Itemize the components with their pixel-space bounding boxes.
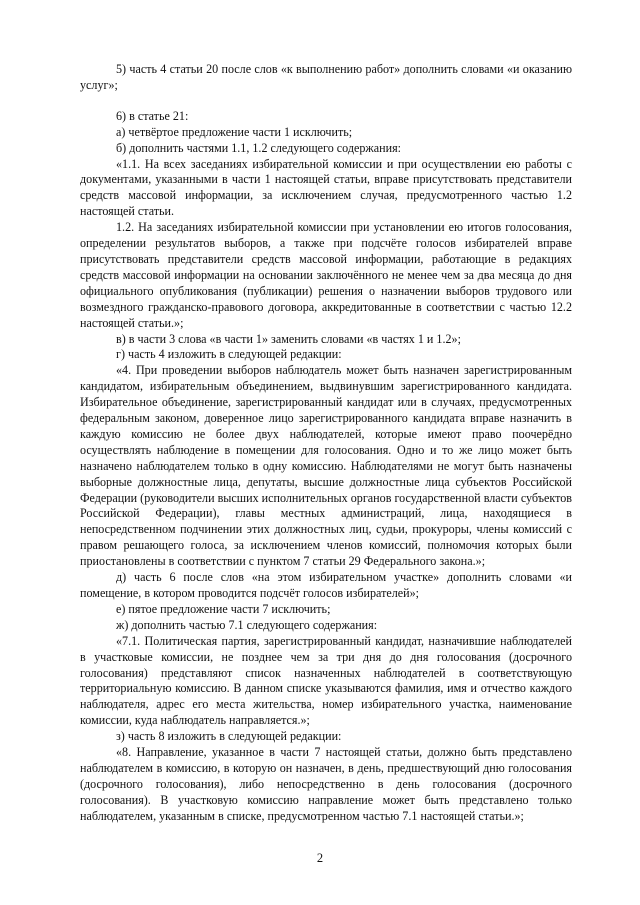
paragraph-item-6: 6) в статье 21:: [116, 108, 189, 123]
paragraph-part-1-2: 1.2. На заседаниях избирательной комиссии при установлении ею итогов голосования, определении результатов выборов, а также при подсчёте голосов избирателей вправе присутствовать представители средств массовой информации, работающие в редакциях средств массовой информации на основании заключённого не менее чем за два месяца до дня официального опубликования (публикации) решения о назначении выборов трудового или возмездного гражданско-правового договора, аккредитованные в соответствии с частью 12.2 настоящей статьи.»;: [80, 220, 572, 330]
paragraph-part-7-1: «7.1. Политическая партия, зарегистрированный кандидат, назначившие наблюдателей в участковые комиссии, не позднее чем за три дня до дня голосования (досрочного голосования) представляют список назначенных наблюдателей в соответствующую территориальную комиссию. В данном списке указываются фамилия, имя и отчество каждого наблюдателя, адрес его места жительства, номер избирательного участка, наименование комиссии, куда наблюдатель направляется.»;: [80, 633, 572, 728]
paragraph-subitem-v: в) в части 3 слова «в части 1» заменить словами «в частях 1 и 1.2»;: [116, 331, 461, 346]
paragraph-subitem-d: д) часть 6 после слов «на этом избирательном участке» дополнить словами «и помещение, в котором проводится подсчёт голосов избирателей»;: [80, 570, 572, 600]
paragraph-subitem-g: г) часть 4 изложить в следующей редакции:: [116, 347, 342, 362]
paragraph-subitem-z: з) часть 8 изложить в следующей редакции:: [116, 729, 342, 744]
paragraph-subitem-a: а) четвёртое предложение части 1 исключить;: [116, 124, 353, 139]
paragraph-part-1-1: «1.1. На всех заседаниях избирательной комиссии и при осуществлении ею работы с документами, указанными в части 1 настоящей статьи, вправе присутствовать представители средств массовой информации, за исключением случая, предусмотренного частью 1.2 настоящей статьи.: [80, 156, 572, 219]
paragraph-subitem-zh: ж) дополнить частью 7.1 следующего содержания:: [116, 617, 378, 632]
paragraph-part-4: «4. При проведении выборов наблюдатель может быть назначен зарегистрированным кандидатом, избирательным объединением, выдвинувшим зарегистрированного кандидата. Избирательное объединение, зарегистрированный кандидат или в случаях, предусмотренных федеральным законом, доверенное лицо зарегистрированного кандидата вправе назначить в каждую комиссию не более двух наблюдателей, которые имеют право поочерёдно осуществлять наблюдение в помещении для голосования. Одно и то же лицо может быть назначено наблюдателем только в одну комиссию. Наблюдателями не могут быть назначены выборные должностные лица, депутаты, высшие должностные лица субъектов Российской Федерации (руководители высших исполнительных органов государственной власти субъектов Российской Федерации), главы местных администраций, лица, находящиеся в непосредственном подчинении этих должностных лиц, судьи, прокуроры, члены комиссий с правом решающего голоса, за исключением членов комиссий, полномочия которых были приостановлены в соответствии с пунктом 7 статьи 29 Федерального закона.»;: [80, 363, 572, 569]
paragraph-subitem-b: б) дополнить частями 1.1, 1.2 следующего содержания:: [116, 140, 402, 155]
paragraph-item-5: 5) часть 4 статьи 20 после слов «к выполнению работ» дополнить словами «и оказанию услуг»;: [80, 62, 572, 92]
paragraph-subitem-e: е) пятое предложение части 7 исключить;: [116, 601, 331, 616]
paragraph-part-8: «8. Направление, указанное в части 7 настоящей статьи, должно быть представлено наблюдателем в комиссию, в которую он назначен, в день, предшествующий дню голосования (досрочного голосования), либо непосредственно в день голосования (досрочного голосования). В участковую комиссию направление может быть представлено только наблюдателем, указанным в списке, предусмотренном частью 7.1 настоящей статьи.»;: [80, 745, 572, 823]
page-number: 2: [316, 851, 324, 865]
